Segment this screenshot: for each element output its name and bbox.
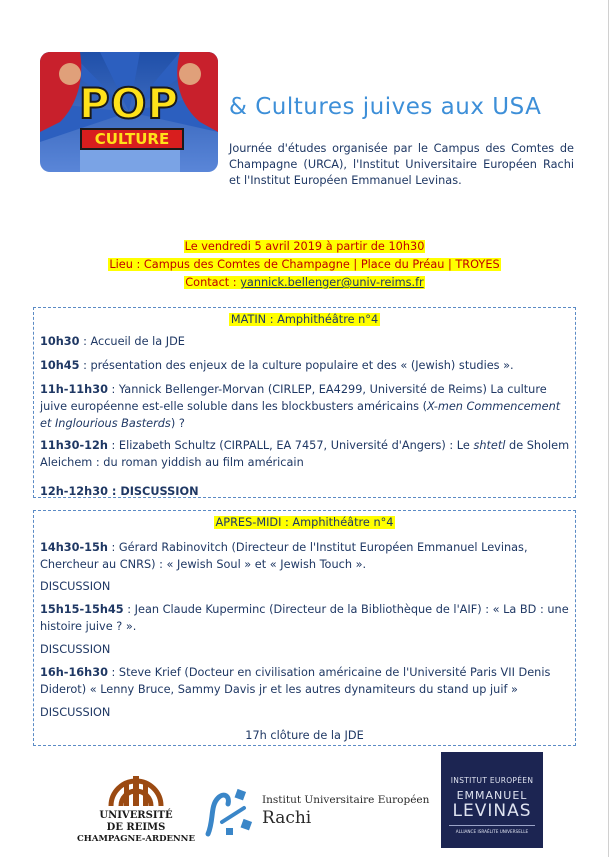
levinas-line-1: INSTITUT EUROPÉEN: [450, 776, 534, 785]
morning-item: [40, 381, 572, 432]
event-date-text: Le vendredi 5 avril 2019 à partir de 10h30: [184, 240, 425, 253]
closing-text: 17h clôture de la JDE: [245, 729, 364, 742]
item-time: 12h-12h30: [40, 485, 108, 498]
morning-heading-text: MATIN : Amphithéâtre n°4: [230, 313, 379, 326]
rachi-mark-icon: [200, 782, 258, 842]
reims-emblem-icon: [86, 770, 186, 808]
morning-program-box: [33, 307, 576, 498]
item-text: DISCUSSION: [40, 643, 111, 656]
morning-heading: [34, 312, 575, 328]
afternoon-discussion: [40, 704, 572, 721]
item-text: : Accueil de la JDE: [79, 335, 185, 348]
item-text: : Steve Krief (Docteur en civilisation américaine de l'Université Paris VII Denis Diderot) « Lenny Bruce, Sammy Davis jr et les autres dynamiteurs du stand up juif »: [40, 666, 551, 696]
item-time: 11h30-12h: [40, 439, 108, 452]
event-contact: [0, 275, 609, 291]
afternoon-heading-text: APRES-MIDI : Amphithéâtre n°4: [215, 516, 394, 529]
item-text: : Elizabeth Schultz (CIRPALL, EA 7457, Université d'Angers) : Le: [107, 439, 474, 452]
afternoon-item: [40, 664, 572, 698]
morning-item: [40, 357, 572, 374]
event-date: [0, 239, 609, 255]
levinas-line-4: ALLIANCE ISRAÉLITE UNIVERSELLE: [455, 829, 529, 834]
afternoon-discussion: [40, 641, 572, 658]
item-text: DISCUSSION: [40, 706, 111, 719]
rachi-logo: [200, 782, 440, 842]
item-time: 15h15-15h45: [40, 603, 124, 616]
item-italic: shtetl: [473, 439, 506, 452]
morning-item: [40, 483, 572, 500]
levinas-line-2: EMMANUEL: [456, 789, 528, 802]
pop-logo-text: POP: [78, 79, 180, 128]
rachi-institute-line: Institut Universitaire Européen: [262, 794, 430, 806]
item-time: 11h-11h30: [40, 383, 108, 396]
contact-email-link[interactable]: yannick.bellenger@univ-reims.fr: [240, 276, 424, 289]
event-place-text: Lieu : Campus des Comtes de Champagne | Place du Préau | TROYES: [109, 258, 500, 271]
closing-line: [34, 728, 575, 744]
levinas-divider: [449, 825, 535, 826]
item-time: 10h30: [40, 335, 80, 348]
afternoon-discussion: [40, 578, 572, 595]
item-time: 14h30-15h: [40, 541, 108, 554]
item-tail: de Sholem Aleichem : du roman yiddish au film américain: [40, 439, 570, 469]
intro-paragraph: Journée d'études organisée par le Campus des Comtes de Champagne (URCA), l'Institut Universitaire Européen Rachi et l'Institut Européen Emmanuel Levinas.: [229, 142, 574, 187]
item-italic: X-men Commencement et Inglourious Basterds: [40, 400, 561, 430]
morning-item: [40, 437, 572, 471]
item-text: : Jean Claude Kuperminc (Directeur de la Bibliothèque de l'AIF) : « La BD : une histoire juive ? ».: [40, 603, 569, 633]
afternoon-program-box: [33, 510, 576, 746]
culture-logo-text: CULTURE: [80, 128, 184, 150]
item-time: 10h45: [40, 359, 80, 372]
morning-item: [40, 333, 572, 350]
levinas-logo: [441, 752, 543, 848]
item-text: : DISCUSSION: [107, 485, 199, 498]
pop-culture-logo: [40, 52, 218, 172]
item-text: : Gérard Rabinovitch (Directeur de l'Institut Européen Emmanuel Levinas, Chercheur au CNRS) : « Jewish Soul » et « Jewish Touch ».: [40, 541, 528, 571]
contact-line: [184, 276, 424, 289]
afternoon-heading: [34, 515, 575, 531]
afternoon-item: [40, 601, 572, 635]
rachi-name-line: Rachi: [262, 808, 312, 828]
reims-line-3: CHAMPAGNE-ARDENNE: [77, 834, 195, 844]
page-title: & Cultures juives aux USA: [229, 94, 542, 120]
item-tail: ) ?: [170, 417, 185, 430]
item-text: : présentation des enjeux de la culture populaire et des « (Jewish) studies ».: [79, 359, 514, 372]
reims-line-2: DE REIMS: [106, 822, 166, 833]
contact-label: Contact :: [185, 276, 241, 289]
levinas-line-3: LEVINAS: [452, 801, 532, 821]
universite-reims-logo: [77, 770, 195, 848]
item-text: DISCUSSION: [40, 580, 111, 593]
event-place: [0, 257, 609, 273]
item-time: 16h-16h30: [40, 666, 108, 679]
item-text: : Yannick Bellenger-Morvan (CIRLEP, EA4299, Université de Reims) La culture juive européenne est-elle soluble dans les blockbusters américains (: [40, 383, 547, 413]
afternoon-item: [40, 539, 572, 573]
reims-line-1: UNIVERSITÉ: [99, 810, 173, 821]
